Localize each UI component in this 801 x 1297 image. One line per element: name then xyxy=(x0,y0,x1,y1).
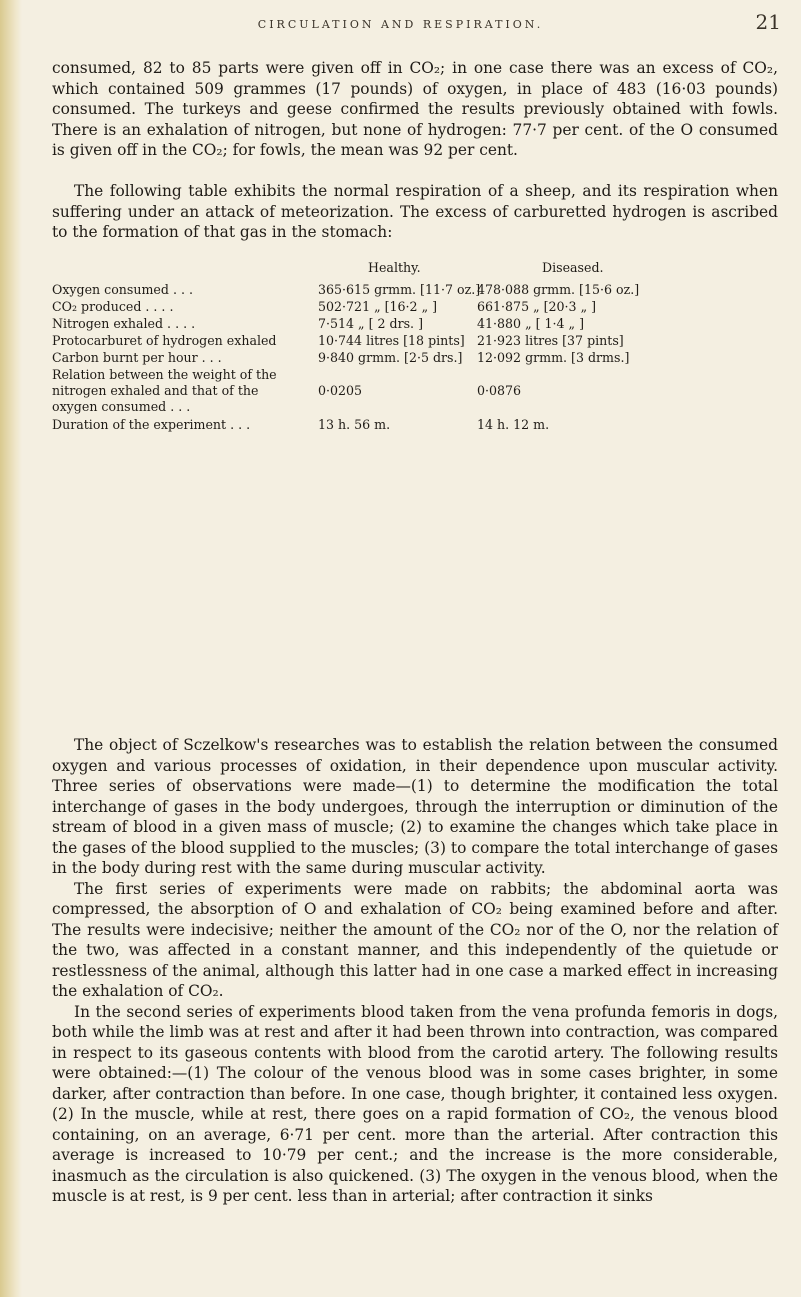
table-row xyxy=(52,316,778,332)
diseased-value: 12·092 grmm. [3 drms.] xyxy=(477,350,630,365)
healthy-value: 13 h. 56 m. xyxy=(318,417,391,432)
table-row xyxy=(52,282,778,298)
healthy-value: 0·0205 xyxy=(318,383,363,398)
diseased-value: 21·923 litres [37 pints] xyxy=(477,333,624,348)
table-row xyxy=(52,367,778,415)
running-head: CIRCULATION AND RESPIRATION. xyxy=(257,18,544,31)
table-row xyxy=(52,333,778,349)
diseased-value: 661·875 „ [20·3 „ ] xyxy=(477,299,597,314)
row-label: Oxygen consumed . . . xyxy=(52,282,193,297)
diseased-value: 0·0876 xyxy=(477,383,522,398)
table-row xyxy=(52,299,778,315)
page-binding-edge xyxy=(0,0,22,1297)
row-label: Duration of the experiment . . . xyxy=(52,417,251,432)
page-number: 21 xyxy=(755,10,781,34)
paragraph-sczelkow: The object of Sczelkow's researches was to establish the relation between the consumed oxygen and various processes of oxidation, in their dependence upon muscular activity. Three series of observations were made—(1) to determine the modification the total interchange of gases in the body undergoes, through the interruption or diminution of the stream of blood in a given mass of muscle; (2) to examine the changes which take place in the gases of the blood supplied to the muscles; (3) to compare the total interchange of gases in the body during rest with the same during muscular activity. xyxy=(52,736,778,877)
diseased-value: 41·880 „ [ 1·4 „ ] xyxy=(477,316,584,331)
healthy-value: 10·744 litres [18 pints] xyxy=(318,333,465,348)
healthy-value: 9·840 grmm. [2·5 drs.] xyxy=(318,350,463,365)
row-label: CO₂ produced . . . . xyxy=(52,299,174,314)
healthy-value: 365·615 grmm. [11·7 oz.] xyxy=(318,282,481,297)
paragraph-continued xyxy=(52,58,778,161)
diseased-value: 478·088 grmm. [15·6 oz.] xyxy=(477,282,640,297)
table-row xyxy=(52,350,778,366)
healthy-value: 7·514 „ [ 2 drs. ] xyxy=(318,316,423,331)
column-header-diseased: Diseased. xyxy=(542,260,604,275)
healthy-value: 502·721 „ [16·2 „ ] xyxy=(318,299,438,314)
paragraph-text: The following table exhibits the normal respiration of a sheep, and its respiration when suffering under an attack of meteorization. The excess of carburetted hydrogen is ascribed to the formation of that gas in the stomach: xyxy=(52,182,778,241)
row-label: Protocarburet of hydrogen exhaled xyxy=(52,333,277,348)
table-row xyxy=(52,417,778,433)
paragraph-sheep-respiration xyxy=(52,181,778,243)
diseased-value: 14 h. 12 m. xyxy=(477,417,550,432)
row-label: Nitrogen exhaled . . . . xyxy=(52,316,196,331)
row-label: Carbon burnt per hour . . . xyxy=(52,350,222,365)
paragraph-first-series: The first series of experiments were made on rabbits; the abdominal aorta was compressed, the absorption of O and exhalation of CO₂ being examined before and after. The results were indecisive; neither the amount of the CO₂ nor of the O, nor the relation of the two, was affected in a constant manner, and this independently of the quietude or restlessness of the animal, although this latter had in one case a marked effect in increasing the exhalation of CO₂. xyxy=(52,879,778,1000)
row-label: Relation between the weight of the nitrogen exhaled and that of the oxygen consumed . . . xyxy=(52,367,277,414)
body-text xyxy=(52,735,778,1207)
paragraph-second-series: In the second series of experiments blood taken from the vena profunda femoris in dogs, both while the limb was at rest and after it had been thrown into contraction, was compared in respect to its gaseous contents with blood from the carotid artery. The following results were obtained:—(1) The colour of the venous blood was in some cases brighter, in some darker, after contraction than before. In one case, though brighter, it contained less oxygen. (2) In the muscle, while at rest, there goes on a rapid formation of CO₂, the venous blood containing, on an average, 6·71 per cent. more than the arterial. After contraction this average is increased to 10·79 per cent.; and the increase is the more considerable, inasmuch as the circulation is also quickened. (3) The oxygen in the venous blood, when the muscle is at rest, is 9 per cent. less than in arterial; after contraction it sinks xyxy=(52,1002,778,1205)
paragraph-text: consumed, 82 to 85 parts were given off in CO₂; in one case there was an excess of CO₂, which contained 509 grammes (17 pounds) of oxygen, in place of 483 (16·03 pounds) consumed. The turkeys and geese confirmed the results previously obtained with fowls. There is an exhalation of nitrogen, but none of hydrogen: 77·7 per cent. of the O consumed is given off in the CO₂; for fowls, the mean was 92 per cent. xyxy=(52,59,778,159)
column-header-healthy: Healthy. xyxy=(368,260,421,275)
